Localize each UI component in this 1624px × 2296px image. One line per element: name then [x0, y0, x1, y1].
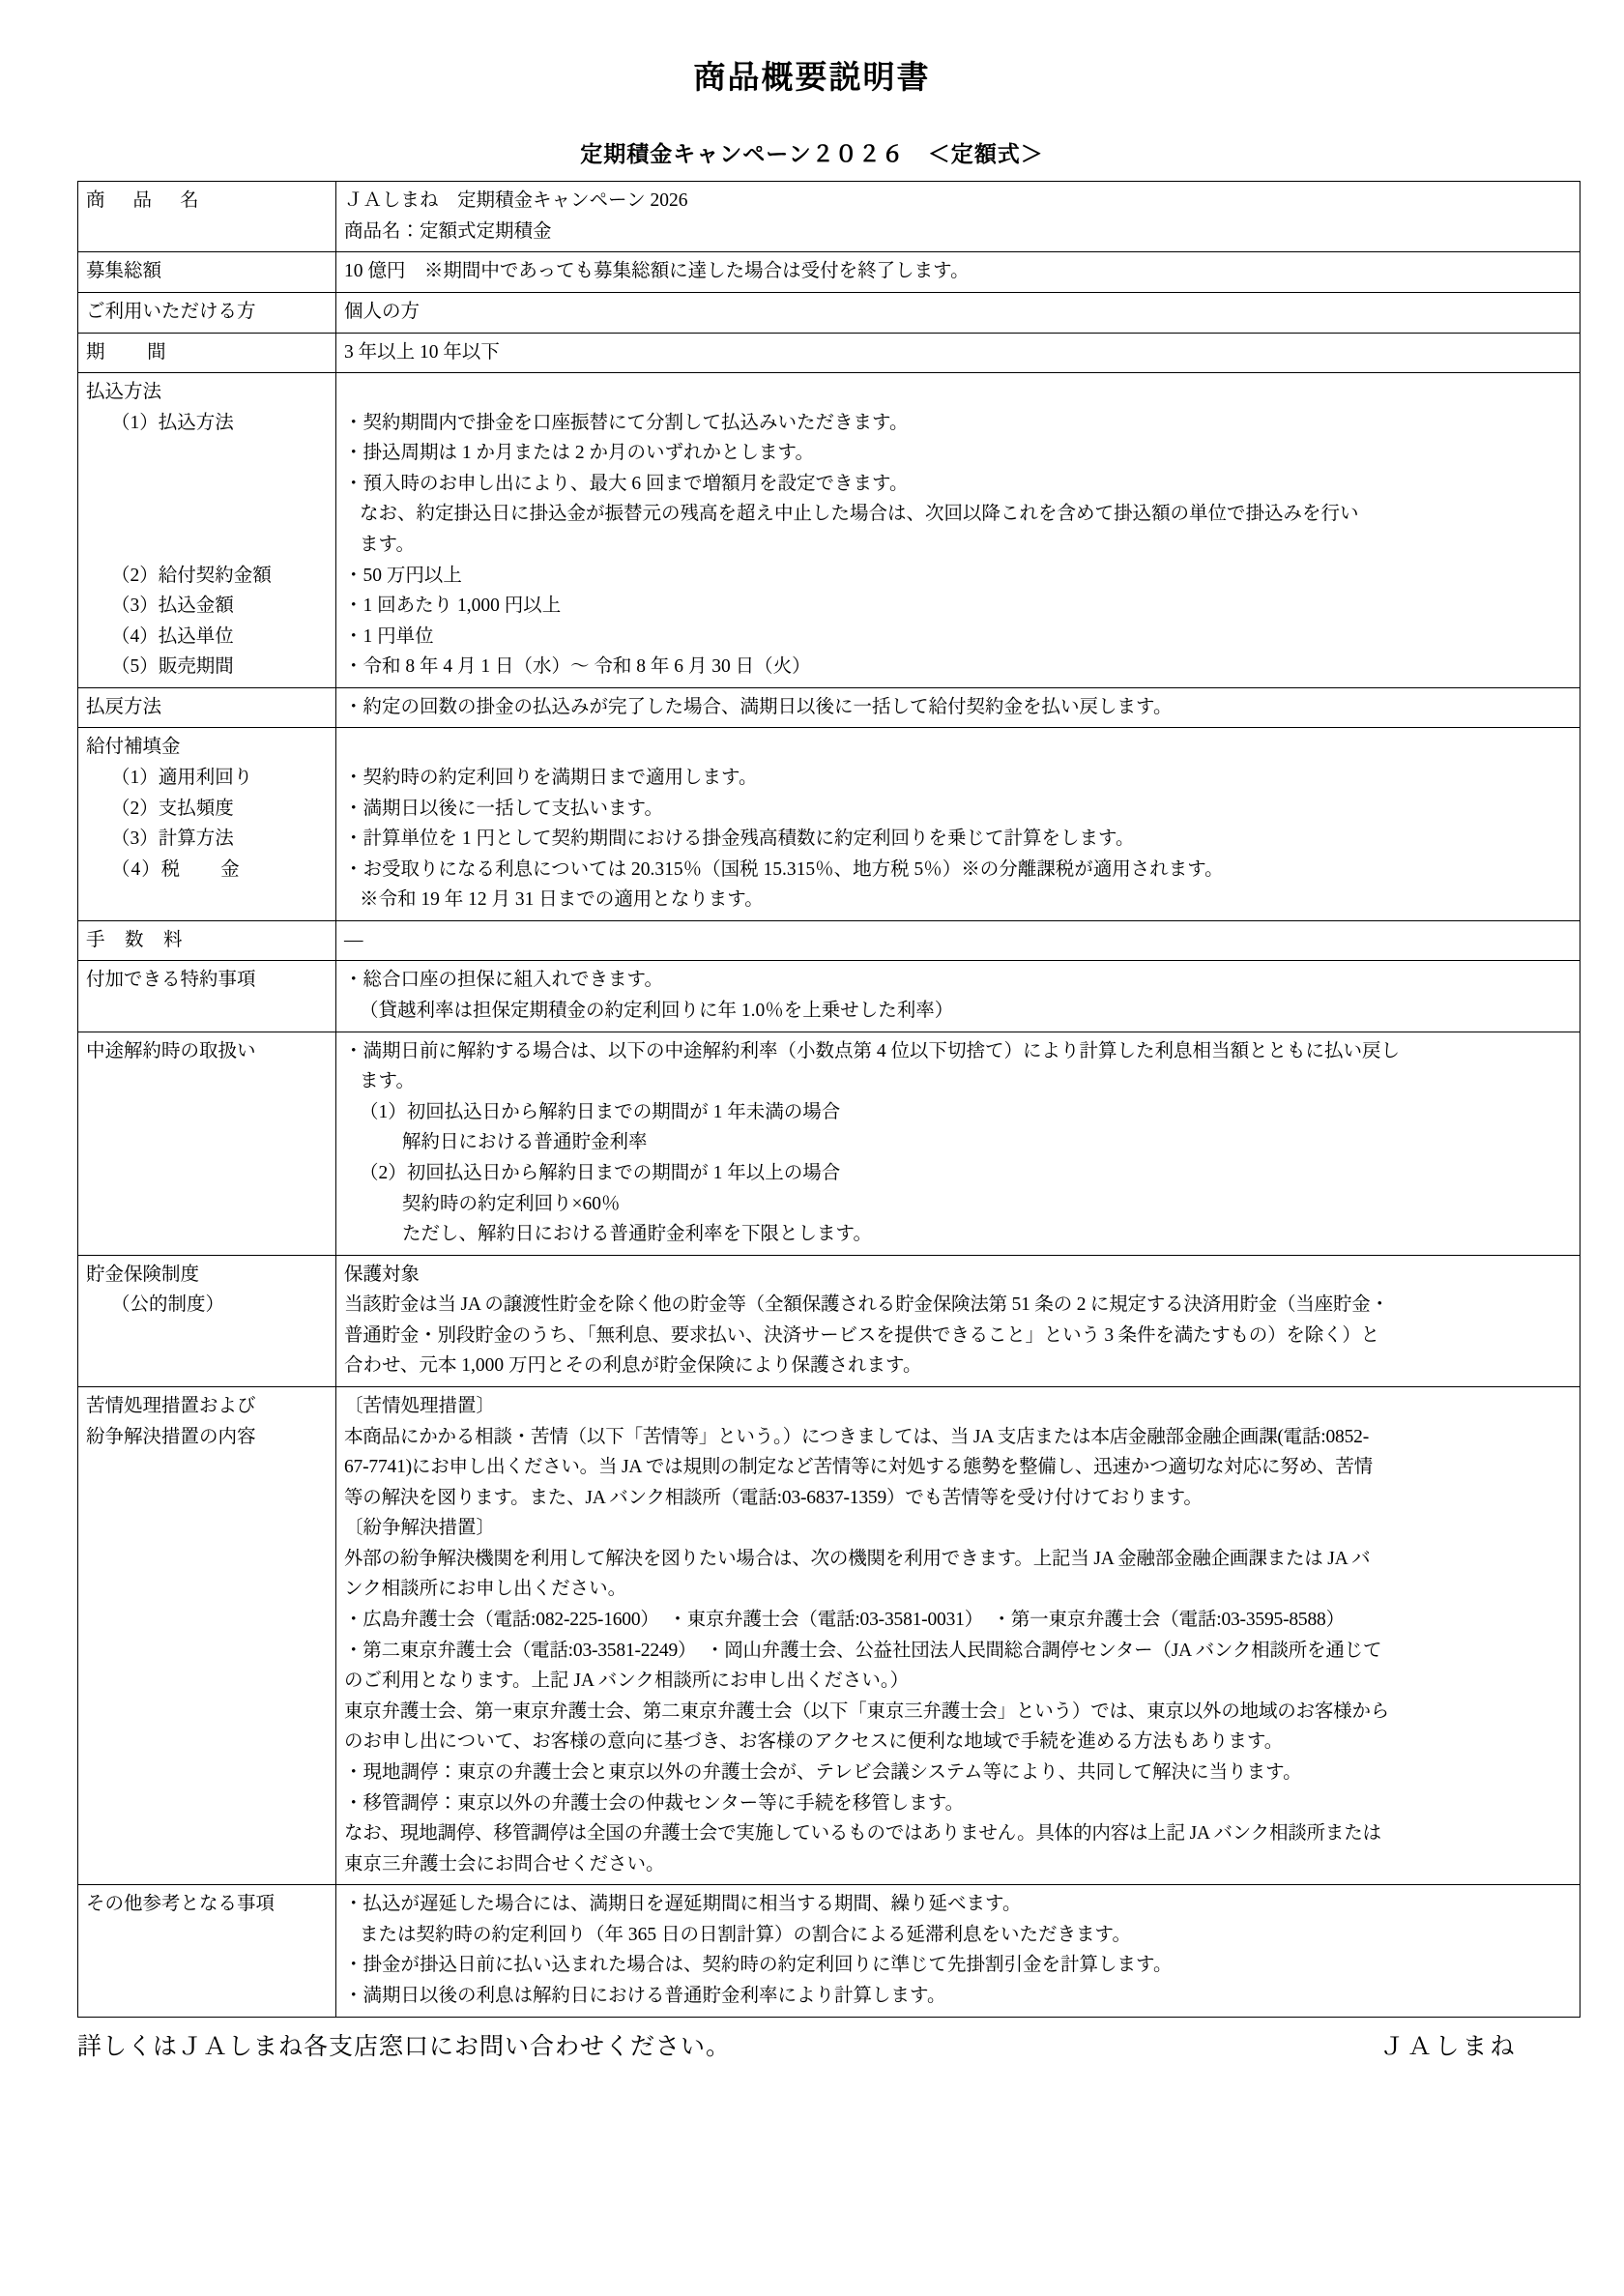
- benefit-value-1: ・契約時の約定利回りを満期日まで適用します。: [344, 768, 758, 789]
- benefit-value-2: ・満期日以後に一括して支払います。: [344, 798, 663, 819]
- page-title: 商品概要説明書: [693, 61, 931, 96]
- complaints-heading-1: 〔苦情処理措置〕: [344, 1396, 496, 1416]
- row-value-special-terms: [336, 961, 1580, 1032]
- row-value-total-offering: [336, 252, 1580, 293]
- row-value-fee: [336, 920, 1580, 961]
- label-benefit-sub3: （3）計算方法: [111, 828, 234, 850]
- eligible-value: 個人の方: [344, 301, 420, 322]
- spacer: [344, 732, 1572, 763]
- complaints-p1-line-3: 等の解決を図ります。また、JA バンク相談所（電話:03-6837-1359）でも苦情等を受け付けております。: [344, 1487, 1203, 1508]
- table-row-product-name: [78, 182, 1580, 252]
- payment-bullet-3-cont-2: ます。: [360, 534, 415, 555]
- deposit-insurance-line-1: 当該貯金は当 JA の譲渡性貯金を除く他の貯金等（全額保護される貯金保険法第 51 条の 2 に規定する決済用貯金（当座貯金・: [344, 1294, 1389, 1316]
- early-cancel-case-1: （1）初回払込日から解約日までの期間が 1 年未満の場合: [360, 1101, 841, 1122]
- other-notes-bullet-1: ・払込が遅延した場合には、満期日を遅延期間に相当する期間、繰り延べます。: [344, 1894, 1022, 1915]
- label-text: 払込方法: [86, 382, 162, 403]
- label-text: 手 数 料: [86, 929, 190, 950]
- early-cancel-case-2-note: ただし、解約日における普通貯金利率を下限とします。: [402, 1224, 872, 1245]
- label-text: 給付補填金: [86, 737, 181, 758]
- payment-value-2: ・50 万円以上: [344, 565, 462, 586]
- table-row-other-notes: [78, 1885, 1580, 2017]
- complaints-p2-line-4: ・第二東京弁護士会（電話:03-3581-2249） ・岡山弁護士会、公益社団法人民間総合調停センター（JA バンク相談所を通じて: [344, 1640, 1382, 1661]
- page-subtitle: 定期積金キャンペーン２０２６ ＜定額式＞: [580, 141, 1044, 166]
- row-value-other-notes: [336, 1885, 1580, 2017]
- payment-bullet-1: ・契約期間内で掛金を口座振替にて分割して払込みいただきます。: [344, 412, 909, 433]
- row-label-refund-method: [78, 687, 336, 728]
- row-value-early-cancel: [336, 1032, 1580, 1255]
- product-summary-table: [77, 181, 1580, 2017]
- spacer: [86, 530, 328, 561]
- label-text-line-1: 貯金保険制度: [86, 1264, 200, 1285]
- other-notes-bullet-3: ・満期日以後の利息は解約日における普通貯金利率により計算します。: [344, 1985, 946, 2006]
- deposit-insurance-line-2: 普通貯金・別段貯金のうち、「無利息、要求払い、決済サービスを提供できること」という 3 条件を満たすもの）を除く）と: [344, 1324, 1379, 1346]
- deposit-insurance-line-3: 合わせ、元本 1,000 万円とその利息が貯金保険により保護されます。: [344, 1355, 922, 1377]
- early-cancel-intro: ・満期日前に解約する場合は、以下の中途解約利率（小数点第 4 位以下切捨て）により計算した利息相当額とともに払い戻し: [344, 1040, 1401, 1061]
- row-value-refund-method: [336, 687, 1580, 728]
- early-cancel-case-2: （2）初回払込日から解約日までの期間が 1 年以上の場合: [360, 1162, 841, 1183]
- refund-method-value: ・約定の回数の掛金の払込みが完了した場合、満期日以後に一括して給付契約金を払い戻します。: [344, 696, 1173, 717]
- row-label-fee: [78, 920, 336, 961]
- payment-value-4: ・1 円単位: [344, 625, 434, 647]
- table-row-deposit-insurance: [78, 1255, 1580, 1386]
- complaints-p2-line-2: ンク相談所にお申し出ください。: [344, 1579, 627, 1600]
- row-label-total-offering: [78, 252, 336, 293]
- complaints-p2-line-9: ・移管調停：東京以外の弁護士会の仲裁センター等に手続を移管します。: [344, 1792, 965, 1814]
- spacer: [86, 469, 328, 500]
- table-row-benefit-supplement: [78, 728, 1580, 920]
- early-cancel-intro-cont: ます。: [360, 1071, 415, 1092]
- label-payment-sub2: （2）給付契約金額: [111, 565, 272, 586]
- row-label-product-name: [78, 182, 336, 252]
- label-benefit-sub2: （2）支払頻度: [111, 798, 234, 819]
- early-cancel-case-1-detail: 解約日における普通貯金利率: [402, 1132, 648, 1153]
- total-offering-value: 10 億円 ※期間中であっても募集総額に達した場合は受付を終了します。: [344, 261, 970, 282]
- benefit-value-4: ・お受取りになる利息については 20.315％（国税 15.315％、地方税 5％）※の分離課税が適用されます。: [344, 858, 1224, 880]
- spacer: [344, 377, 1572, 408]
- row-value-deposit-insurance: [336, 1255, 1580, 1386]
- spacer: [86, 499, 328, 530]
- footer-contact-note: 詳しくはＪＡしまね各支店窓口にお問い合わせください。: [77, 2033, 732, 2060]
- complaints-p2-line-10: なお、現地調停、移管調停は全国の弁護士会で実施しているものではありません。具体的内容は上記 JA バンク相談所または: [344, 1823, 1381, 1845]
- row-label-special-terms: [78, 961, 336, 1032]
- product-name-line-2: 商品名：定額式定期積金: [344, 220, 552, 242]
- row-label-deposit-insurance: [78, 1255, 336, 1386]
- row-value-complaints: [336, 1387, 1580, 1885]
- complaints-p2-line-6: 東京弁護士会、第一東京弁護士会、第二東京弁護士会（以下「東京三弁護士会」という）では、東京以外の地域のお客様から: [344, 1700, 1390, 1722]
- row-value-product-name: [336, 182, 1580, 252]
- complaints-p2-line-5: のご利用となります。上記 JA バンク相談所にお申し出ください。）: [344, 1671, 910, 1692]
- complaints-p2-line-11: 東京三弁護士会にお問合せください。: [344, 1853, 665, 1875]
- complaints-p2-line-8: ・現地調停：東京の弁護士会と東京以外の弁護士会が、テレビ会議システム等により、共同して解決に当ります。: [344, 1761, 1302, 1783]
- footer-institution-name: ＪＡしまね: [1379, 2033, 1518, 2060]
- benefit-value-3: ・計算単位を 1 円として契約期間における掛金残高積数に約定利回りを乗じて計算をします。: [344, 828, 1135, 850]
- table-row-fee: [78, 920, 1580, 961]
- row-label-other-notes: [78, 1885, 336, 2017]
- label-text: 払戻方法: [86, 696, 162, 717]
- complaints-heading-2: 〔紛争解決措置〕: [344, 1518, 496, 1539]
- row-label-complaints: [78, 1387, 336, 1885]
- table-row-eligible: [78, 292, 1580, 333]
- payment-value-3: ・1 回あたり 1,000 円以上: [344, 596, 562, 617]
- row-value-term: [336, 333, 1580, 373]
- product-name-line-1: ＪＡしまね 定期積金キャンペーン 2026: [344, 190, 688, 212]
- row-label-benefit-supplement: [78, 728, 336, 920]
- table-row-complaints: [78, 1387, 1580, 1885]
- complaints-p2-line-1: 外部の紛争解決機関を利用して解決を図りたい場合は、次の機関を利用できます。上記当 JA 金融部金融企画課または JA バ: [344, 1548, 1371, 1569]
- label-text: 期 間: [86, 341, 178, 363]
- complaints-p1-line-2: 67-7741)にお申し出ください。当 JA では規則の制定など苦情等に対処する態勢を整備し、迅速かつ適切な対応に努め、苦情: [344, 1457, 1373, 1478]
- label-text: ご利用いただける方: [86, 301, 256, 322]
- label-text: 商 品 名: [86, 190, 211, 212]
- complaints-p2-line-3: ・広島弁護士会（電話:082-225-1600） ・東京弁護士会（電話:03-3581-0031） ・第一東京弁護士会（電話:03-3595-8588）: [344, 1610, 1345, 1631]
- payment-value-5: ・令和 8 年 4 月 1 日（水）〜 令和 8 年 6 月 30 日（火）: [344, 656, 811, 678]
- fee-value: —: [344, 929, 363, 950]
- special-terms-line-2: （貸越利率は担保定期積金の約定利回りに年 1.0％を上乗せした利率）: [360, 1001, 954, 1022]
- table-row-payment-method: [78, 373, 1580, 688]
- label-benefit-sub1: （1）適用利回り: [111, 768, 253, 789]
- row-label-payment-method: [78, 373, 336, 688]
- deposit-insurance-heading: 保護対象: [344, 1264, 420, 1285]
- row-label-term: [78, 333, 336, 373]
- table-row-total-offering: [78, 252, 1580, 293]
- special-terms-line-1: ・総合口座の担保に組入れできます。: [344, 970, 663, 991]
- label-payment-sub4: （4）払込単位: [111, 625, 234, 647]
- payment-bullet-2: ・掛込周期は 1 か月または 2 か月のいずれかとします。: [344, 443, 814, 464]
- table-row-early-cancel: [78, 1032, 1580, 1255]
- label-payment-sub3: （3）払込金額: [111, 596, 234, 617]
- payment-bullet-3-cont: なお、約定掛込日に掛込金が振替元の残高を超え中止した場合は、次回以降これを含めて掛込額の単位で掛込みを行い: [360, 504, 1359, 525]
- row-label-early-cancel: [78, 1032, 336, 1255]
- label-text: 募集総額: [86, 261, 162, 282]
- spacer: [86, 438, 328, 469]
- label-text: その他参考となる事項: [86, 1894, 276, 1915]
- row-label-eligible: [78, 292, 336, 333]
- complaints-p2-line-7: のお申し出について、お客様の意向に基づき、お客様のアクセスに便利な地域で手続を進める方法もあります。: [344, 1731, 1284, 1753]
- other-notes-bullet-1-cont: または契約時の約定利回り（年 365 日の日割計算）の割合による延滞利息をいただきます。: [360, 1924, 1131, 1945]
- label-text-line-2: （公的制度）: [111, 1294, 225, 1316]
- page-footer: [77, 2027, 1547, 2062]
- early-cancel-case-2-detail: 契約時の約定利回り×60％: [402, 1193, 621, 1214]
- row-value-eligible: [336, 292, 1580, 333]
- benefit-tax-note: ※令和 19 年 12 月 31 日までの適用となります。: [360, 889, 764, 911]
- label-benefit-sub4: （4）税 金: [111, 858, 241, 880]
- table-row-refund-method: [78, 687, 1580, 728]
- label-payment-sub5: （5）販売期間: [111, 656, 234, 678]
- term-value: 3 年以上 10 年以下: [344, 341, 500, 363]
- payment-bullet-3: ・預入時のお申し出により、最大 6 回まで増額月を設定できます。: [344, 473, 909, 494]
- label-text-line-2: 紛争解決措置の内容: [86, 1426, 256, 1447]
- table-row-special-terms: [78, 961, 1580, 1032]
- label-text-line-1: 苦情処理措置および: [86, 1396, 256, 1416]
- label-payment-sub1: （1）払込方法: [111, 412, 234, 433]
- other-notes-bullet-2: ・掛金が掛込日前に払い込まれた場合は、契約時の約定利回りに準じて先掛割引金を計算します。: [344, 1955, 1173, 1976]
- row-value-benefit-supplement: [336, 728, 1580, 920]
- label-text: 中途解約時の取扱い: [86, 1040, 256, 1061]
- complaints-p1-line-1: 本商品にかかる相談・苦情（以下「苦情等」という。）につきましては、当 JA 支店または本店金融部金融企画課(電話:0852-: [344, 1426, 1370, 1447]
- row-value-payment-method: [336, 373, 1580, 688]
- table-row-term: [78, 333, 1580, 373]
- label-text: 付加できる特約事項: [86, 970, 256, 991]
